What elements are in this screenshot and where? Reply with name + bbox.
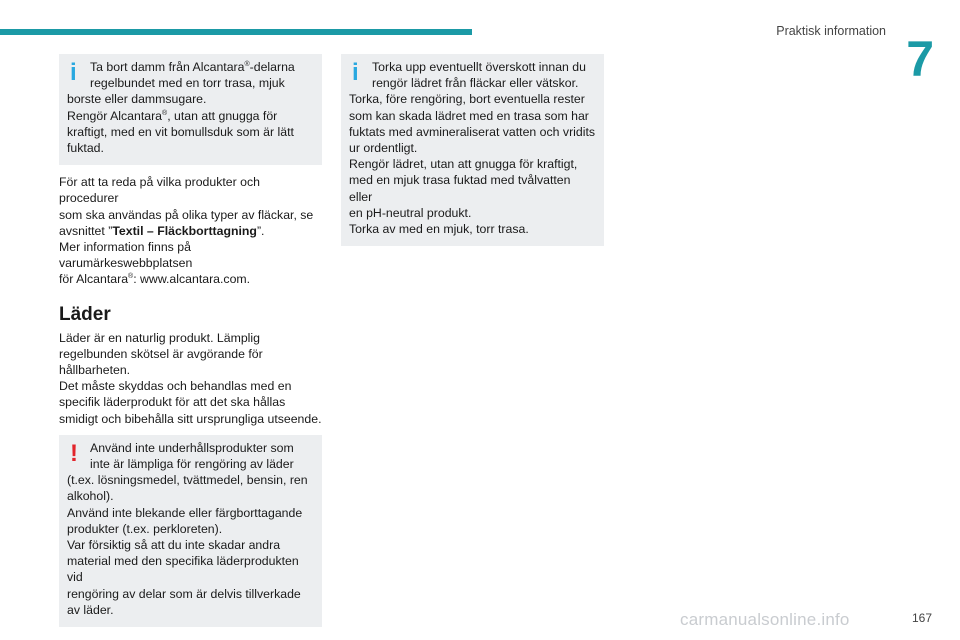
- info-box-leather-cleaning: i Torka upp eventuellt överskott innan du rengör lädret från fläckar eller vätskor. Torka, före rengöring, bort eventuella rester som kan skada lädret med en trasa som har fuktats med avmineraliserat vatten och vridits ur ordentligt. Rengör lädret, utan att gnugga för kraftigt, med en mjuk trasa fuktad med tvålvatten eller en pH-neutral produkt. Torka av med en mjuk, torr trasa.: [341, 54, 604, 246]
- info-line: Rengör Alcantara®, utan att gnugga för: [67, 108, 278, 123]
- info-line: regelbundet med en torr trasa, mjuk: [90, 76, 285, 91]
- info-icon: i: [352, 59, 359, 86]
- page-number: 167: [911, 611, 932, 625]
- header-accent-bar: [0, 29, 472, 35]
- watermark: carmanualsonline.info: [680, 610, 850, 629]
- info-line: borste eller dammsugare.: [67, 92, 207, 107]
- cross-reference: Textil – Fläckborttagning: [112, 223, 257, 238]
- info-line: fuktad.: [67, 141, 104, 156]
- paragraph-stain-reference: För att ta reda på vilka produkter och procedurer som ska användas på olika typer av fläckar, se avsnittet ”Textil – Fläckborttagning”. Mer information finns på varumärkeswebbplatsen för Alcantara®: www.alcantara.com.: [59, 175, 314, 287]
- info-icon: i: [70, 59, 77, 86]
- section-title: Praktisk information: [776, 24, 886, 38]
- info-box-alcantara: [59, 54, 322, 165]
- info-line: Ta bort damm från Alcantara®-delarna: [90, 60, 295, 74]
- chapter-number: 7: [906, 31, 934, 87]
- left-column: [59, 54, 322, 627]
- warning-box-leather: ! Använd inte underhållsprodukter som inte är lämpliga för rengöring av läder (t.ex. lösningsmedel, tvättmedel, bensin, ren alkohol). Använd inte blekande eller färgborttagande produkter (t.ex. perkloreten). Var försiktig så att du inte skadar andra material med den specifika läderprodukten vid rengöring av delar som är delvis tillverkade av läder.: [59, 435, 322, 627]
- right-column: [341, 54, 604, 246]
- info-line: kraftigt, med en vit bomullsduk som är lätt: [67, 124, 294, 139]
- warning-icon: !: [70, 439, 78, 467]
- heading-leather: Läder: [59, 303, 111, 325]
- paragraph-leather: Läder är en naturlig produkt. Lämplig regelbunden skötsel är avgörande för hållbarheten. Det måste skyddas och behandlas med en specifik läderprodukt för att det ska hållas smidigt och bibehålla sitt ursprungliga utseende.: [59, 330, 322, 426]
